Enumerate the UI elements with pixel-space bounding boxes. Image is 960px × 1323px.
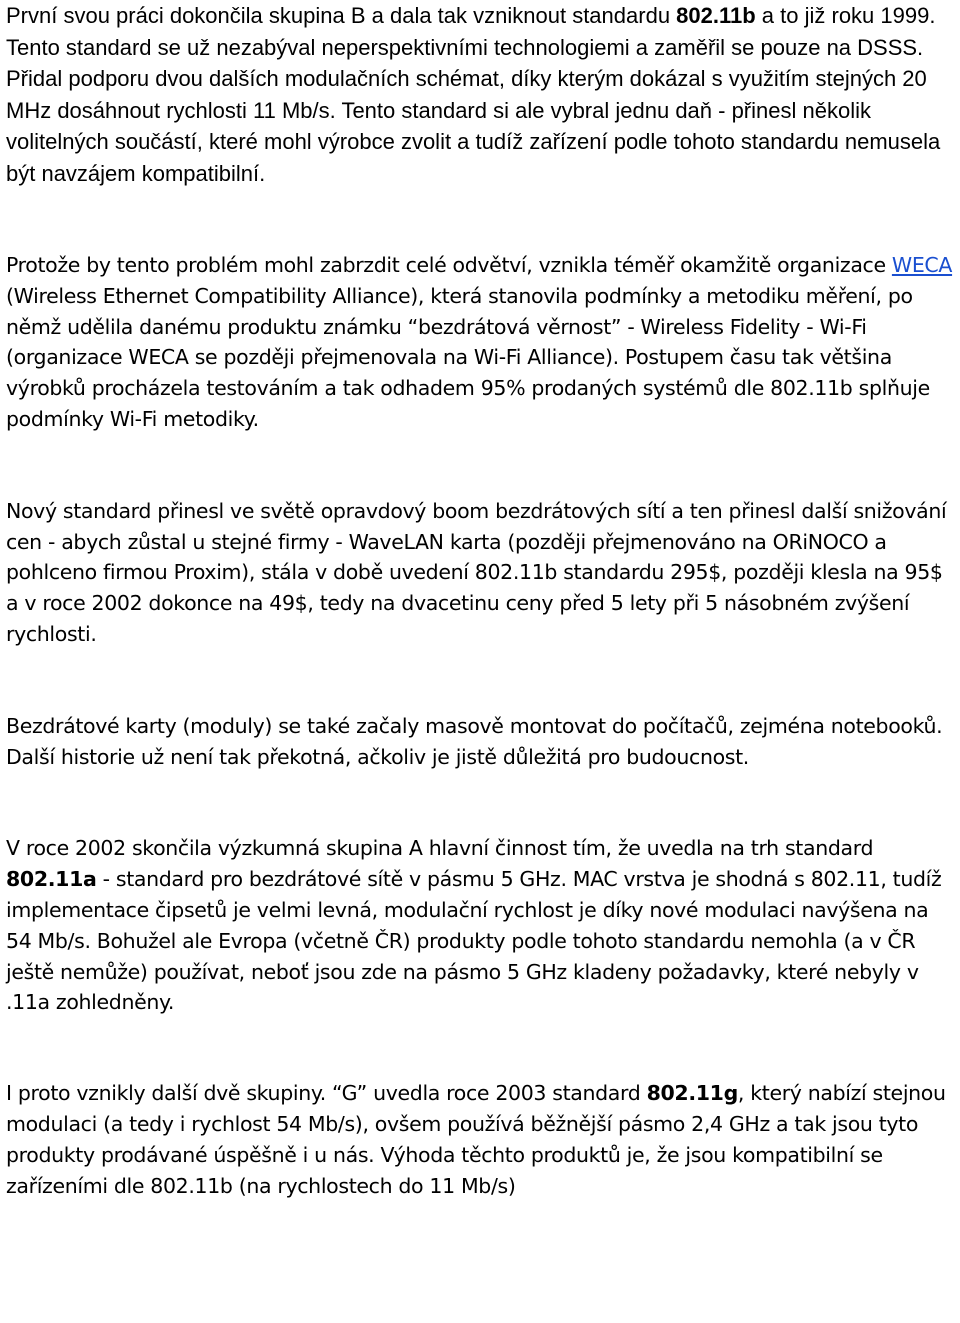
paragraph-gap: [6, 650, 956, 711]
text: První svou práci dokončila skupina B a dala tak vzniknout standardu: [6, 3, 677, 28]
text: Nový standard přinesl ve světě opravdový boom bezdrátových sítí a ten přinesl další snižování cen - abych zůstal u stejné firmy - WaveLAN karta (později přejmenováno na ORiNOCO a pohlceno firmou Proxim), stála v době uvedení 802.11b standardu 295$, později klesla na 95$ a v roce 2002 dokonce na 49$, tedy na dvacetinu ceny před 5 lety při 5 násobném zvýšení rychlosti.: [6, 498, 947, 646]
standard-802-11g: 802.11g: [646, 1081, 738, 1106]
paragraph-802-11g: [6, 1078, 956, 1201]
text: V roce 2002 skončila výzkumná skupina A hlavní činnost tím, že uvedla na trh standard: [6, 836, 874, 861]
paragraph-boom: [6, 496, 956, 650]
text: Bezdrátové karty (moduly) se také začaly masově montovat do počítačů, zejména notebooků. Další historie už není tak překotná, ačkoliv je jistě důležitá pro budoucnost.: [6, 713, 943, 769]
text: - standard pro bezdrátové sítě v pásmu 5 GHz. MAC vrstva je shodná s 802.11, tudíž implementace čipsetů je velmi levná, modulační rychlost je díky nové modulaci navýšena na 54 Mb/s. Bohužel ale Evropa (včetně ČR) produkty podle tohoto standardu nemohla (a v ČR ještě nemůže) používat, neboť jsou zde na pásmo 5 GHz kladeny požadavky, které nebyly v .11a zohledněny.: [6, 867, 942, 1015]
document-body: [6, 0, 956, 1201]
paragraph-gap: [6, 189, 956, 250]
standard-802-11a: 802.11a: [6, 867, 97, 892]
weca-link[interactable]: WECA: [891, 253, 953, 277]
text: a to již roku 1999. Tento standard se už nezabýval neperspektivními technologiemi a zaměřil se pouze na DSSS. Přidal podporu dvou dalších modulačních schémat, díky kterým dokázal s využitím stejných 20 MHz dosáhnout rychlosti 11 Mb/s. Tento standard si ale vybral jednu daň - přinesl několik volitelných součástí, které mohl výrobce zvolit a tudíž zařízení podle tohoto standardu nemusela být navzájem kompatibilní.: [6, 3, 941, 186]
paragraph-gap: [6, 772, 956, 833]
paragraph-notebooks: [6, 711, 956, 773]
text: , který nabízí stejnou modulaci (a tedy i rychlost 54 Mb/s), ovšem používá běžnější pásmo 2,4 GHz a tak jsou tyto produkty prodávané úspěšně i u nás. Výhoda těchto produktů je, že jsou kompatibilní se zařízeními dle 802.11b (na rychlostech do 11 Mb/s): [6, 1081, 946, 1198]
paragraph-weca: [6, 250, 956, 435]
text: I proto vznikly další dvě skupiny. “G” uvedla roce 2003 standard: [6, 1081, 647, 1106]
text: (Wireless Ethernet Compatibility Alliance), která stanovila podmínky a metodiku měření, po němž udělila danému produktu známku “bezdrátová věrnost” - Wireless Fidelity - Wi-Fi (organizace WECA se později přejmenovala na Wi-Fi Alliance). Postupem času tak většina výrobků procházela testováním a tak odhadem 95% prodaných systémů dle 802.11b splňuje podmínky Wi-Fi metodiky.: [6, 283, 930, 431]
paragraph-gap: [6, 1018, 956, 1078]
paragraph-802-11a: [6, 833, 956, 1018]
text: Protože by tento problém mohl zabrzdit celé odvětví, vznikla téměř okamžitě organizace: [6, 253, 892, 277]
paragraph-802-11b: [6, 0, 956, 189]
standard-802-11b: 802.11b: [676, 3, 756, 28]
paragraph-gap: [6, 435, 956, 496]
